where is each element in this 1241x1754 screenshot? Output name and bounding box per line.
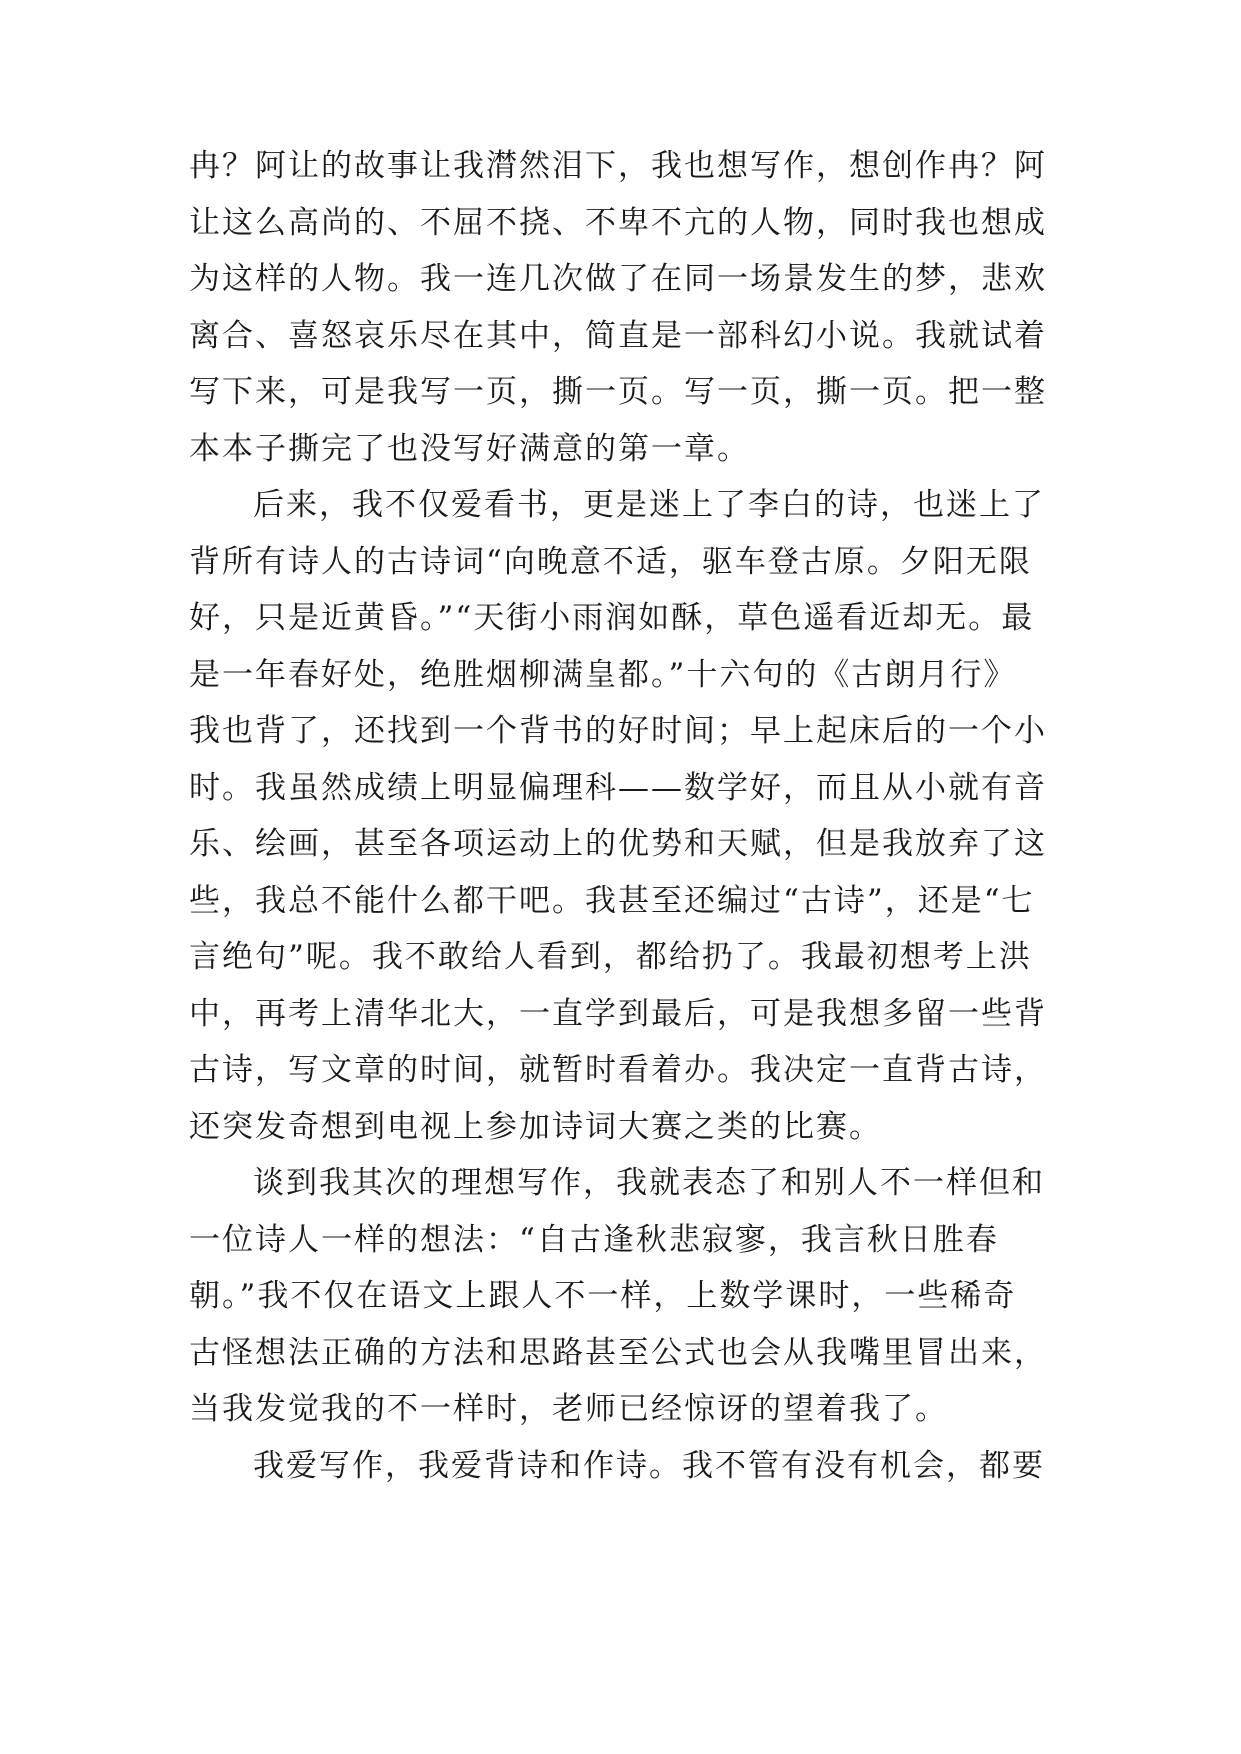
text-line: 背所有诗人的古诗词“向晚意不适，驱车登古原。夕阳无限 xyxy=(189,543,1032,580)
text-line: 离合、喜怒哀乐尽在其中，简直是一部科幻小说。我就试着 xyxy=(189,317,1047,354)
text-line: 古诗，写文章的时间，就暂时看着办。我决定一直背古诗， xyxy=(189,1052,1047,1088)
text-line: 是一年春好处，绝胜烟柳满皇都。”十六句的《古朗月行》 xyxy=(189,656,1017,693)
text-line: 时。我虽然成绩上明显偏理科——数学好，而且从小就有音 xyxy=(189,769,1047,806)
text-line: 一位诗人一样的想法：“自古逢秋悲寂寥，我言秋日胜春 xyxy=(189,1221,999,1258)
text-line: 冉？阿让的故事让我潸然泪下，我也想写作，想创作冉？阿 xyxy=(189,148,1047,184)
text-line: 还突发奇想到电视上参加诗词大赛之类的比赛。 xyxy=(189,1108,882,1145)
text-line: 些，我总不能什么都干吧。我甚至还编过“古诗”，还是“七 xyxy=(189,882,1035,919)
text-line: 为这样的人物。我一连几次做了在同一场景发生的梦，悲欢 xyxy=(189,261,1047,297)
text-line: 乐、绘画，甚至各项运动上的优势和天赋，但是我放弃了这 xyxy=(189,826,1047,862)
text-line: 我也背了，还找到一个背书的好时间；早上起床后的一个小 xyxy=(189,713,1047,749)
text-line: 朝。”我不仅在语文上跟人不一样，上数学课时，一些稀奇 xyxy=(189,1278,1017,1314)
text-line: 中，再考上清华北大，一直学到最后，可是我想多留一些背 xyxy=(189,995,1047,1032)
text-line: 写下来，可是我写一页，撕一页。写一页，撕一页。把一整 xyxy=(189,374,1047,410)
text-line: 让这么高尚的、不屈不挠、不卑不亢的人物，同时我也想成 xyxy=(189,204,1047,241)
text-line: 当我发觉我的不一样时，老师已经惊讶的望着我了。 xyxy=(189,1391,948,1427)
text-line: 言绝句”呢。我不敢给人看到，都给扔了。我最初想考上洪 xyxy=(189,939,1032,975)
text-line: 谈到我其次的理想写作，我就表态了和别人不一样但和 xyxy=(253,1165,1045,1201)
text-line: 我爱写作，我爱背诗和作诗。我不管有没有机会，都要 xyxy=(253,1447,1045,1484)
text-line: 本本子撕完了也没写好满意的第一章。 xyxy=(189,430,750,467)
text-line: 后来，我不仅爱看书，更是迷上了李白的诗，也迷上了 xyxy=(253,487,1045,523)
text-line: 古怪想法正确的方法和思路甚至公式也会从我嘴里冒出来， xyxy=(189,1334,1047,1371)
body-text xyxy=(189,138,1061,1494)
text-line: 好，只是近黄昏。”“天街小雨润如酥，草色遥看近却无。最 xyxy=(189,600,1035,636)
